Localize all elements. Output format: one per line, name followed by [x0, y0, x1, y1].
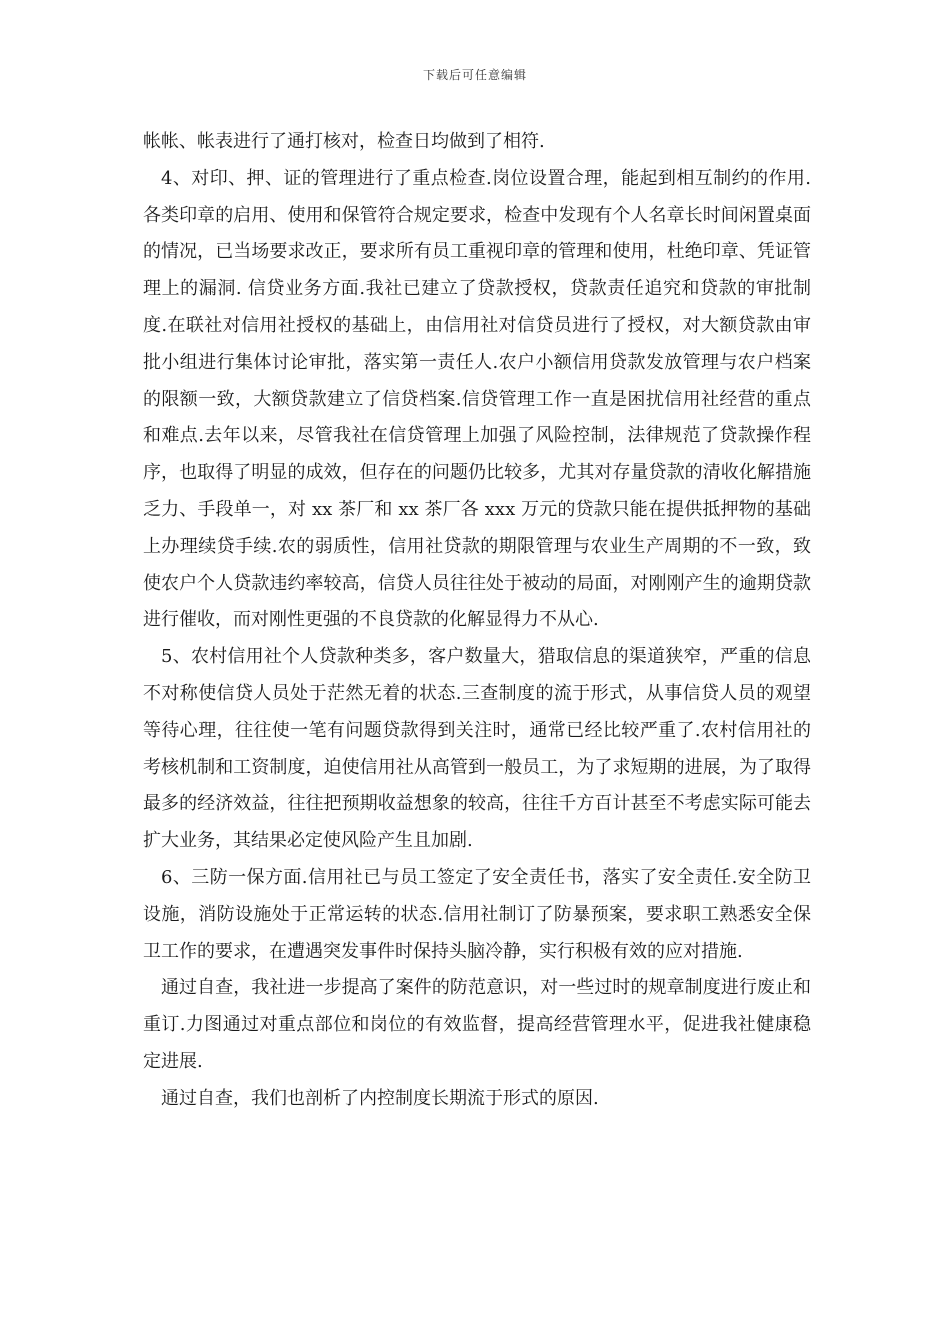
page-header: 下载后可任意编辑 — [422, 68, 527, 82]
paragraph-continuation: 帐帐、帐表进行了通打核对，检查日均做到了相符. — [143, 131, 545, 152]
paragraph-item-4: 4、对印、押、证的管理进行了重点检查.岗位设置合理，能起到相互制约的作用.各类印章的启用、使用和保管符合规定要求，检查中发现有个人名章长时间闲置桌面的情况，已当场要求改正，要求所有员工重视印章的管理和使用，杜绝印章、凭证管理上的漏洞. 信贷业务方面.我社已建立了贷款授权，贷款责任追究和贷款的审批制度.在联社对信用社授权的基础上，由信用社对信贷员进行了授权，对大额贷款由审批小组进行集体讨论审批，落实第一责任人.农户小额信用贷款发放管理与农户档案的限额一致，大额贷款建立了信贷档案.信贷管理工作一直是困扰信用社经营的重点和难点.去年以来，尽管我社在信贷管理上加强了风险控制，法律规范了贷款操作程序，也取得了明显的成效，但存在的问题仍比较多，尤其对存量贷款的清收化解措施乏力、手段单一，对 xx 茶厂和 xx 茶厂各 xxx 万元的贷款只能在提供抵押物的基础上办理续贷手续.农的弱质性，信用社贷款的期限管理与农业生产周期的不一致，致使农户个人贷款违约率较高，信贷人员往往处于被动的局面，对刚刚产生的逾期贷款进行催收，而对刚性更强的不良贷款的化解显得力不从心. — [143, 167, 811, 631]
paragraph-item-5: 5、农村信用社个人贷款种类多，客户数量大，猎取信息的渠道狭窄，严重的信息不对称使信贷人员处于茫然无着的状态.三查制度的流于形式，从事信贷人员的观望等待心理，往往使一笔有问题贷款得到关注时，通常已经比较严重了.农村信用社的考核机制和工资制度，迫使信用社从高管到一般员工，为了求短期的进展，为了取得最多的经济效益，往往把预期收益想象的较高，往往千方百计甚至不考虑实际可能去扩大业务，其结果必定使风险产生且加剧. — [143, 646, 811, 852]
paragraph-self-check-result: 通过自查，我社进一步提高了案件的防范意识，对一些过时的规章制度进行废止和重订.力图通过对重点部位和岗位的有效监督，提高经营管理水平，促进我社健康稳定进展. — [143, 977, 811, 1072]
paragraph-item-6: 6、三防一保方面.信用社已与员工签定了安全责任书，落实了安全责任.安全防卫设施，消防设施处于正常运转的状态.信用社制订了防暴预案，要求职工熟悉安全保卫工作的要求，在遭遇突发事件时保持头脑冷静，实行积极有效的应对措施. — [143, 866, 811, 962]
document-body — [143, 124, 811, 1118]
paragraph-self-check-analysis: 通过自查，我们也剖析了内控制度长期流于形式的原因. — [161, 1087, 599, 1109]
